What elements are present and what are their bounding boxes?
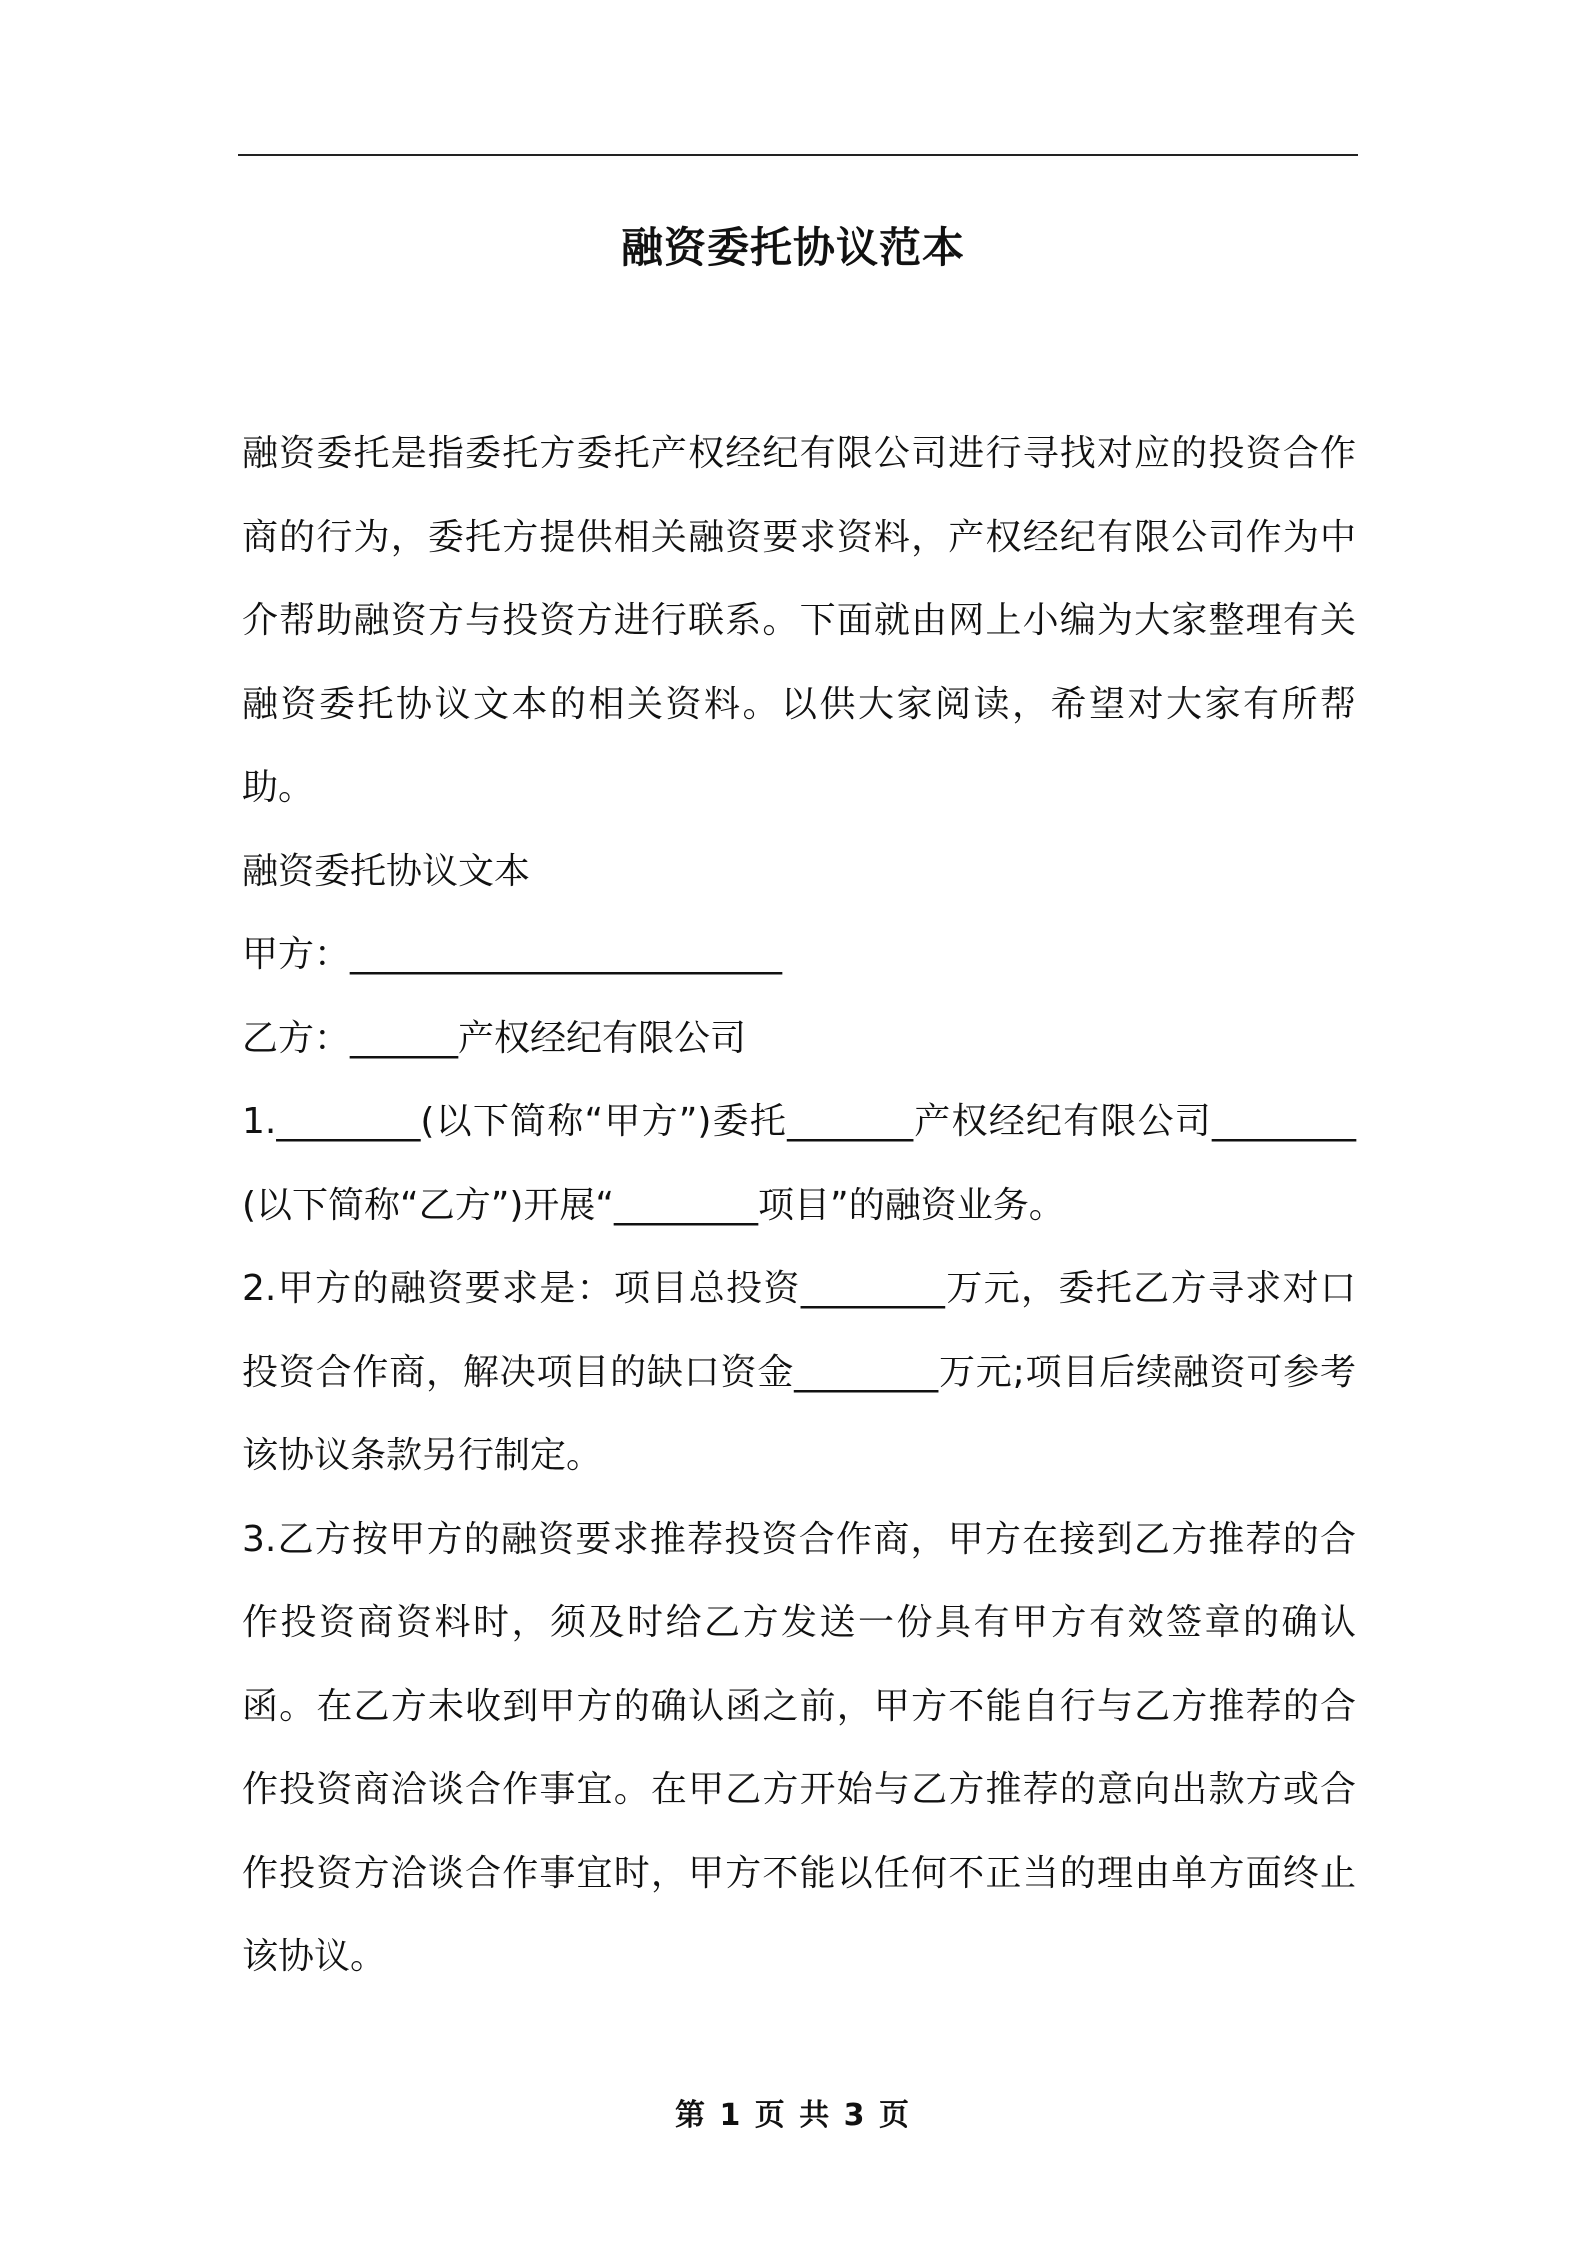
party-b-line: 乙方：______产权经纪有限公司 [242,1017,747,1059]
page-number-footer: 第 1 页 共 3 页 [675,2098,911,2133]
clause-2: 2.甲方的融资要求是：项目总投资________万元，委托乙方寻求对口投资合作商，解决项目的缺口资金________万元;项目后续融资可参考该协议条款另行制定。 [242,1268,1356,1476]
clause-1: 1.________(以下简称“甲方”)委托_______产权经纪有限公司________(以下简称“乙方”)开展“________项目”的融资业务。 [242,1101,1356,1226]
document-body [242,412,1356,1999]
clause-3: 3.乙方按甲方的融资要求推荐投资合作商，甲方在接到乙方推荐的合作投资商资料时，须及时给乙方发送一份具有甲方有效签章的确认函。在乙方未收到甲方的确认函之前，甲方不能自行与乙方推荐的合作投资商洽谈合作事宜。在甲乙方开始与乙方推荐的意向出款方或合作投资方洽谈合作事宜时，甲方不能以任何不正当的理由单方面终止该协议。 [242,1518,1356,1977]
section-heading: 融资委托协议文本 [242,850,531,892]
party-a-line: 甲方：________________________ [242,934,783,975]
document-title: 融资委托协议范本 [620,223,965,272]
header-divider [238,154,1358,156]
intro-paragraph: 融资委托是指委托方委托产权经纪有限公司进行寻找对应的投资合作商的行为，委托方提供相关融资要求资料，产权经纪有限公司作为中介帮助融资方与投资方进行联系。下面就由网上小编为大家整理有关融资委托协议文本的相关资料。以供大家阅读，希望对大家有所帮助。 [242,433,1356,808]
